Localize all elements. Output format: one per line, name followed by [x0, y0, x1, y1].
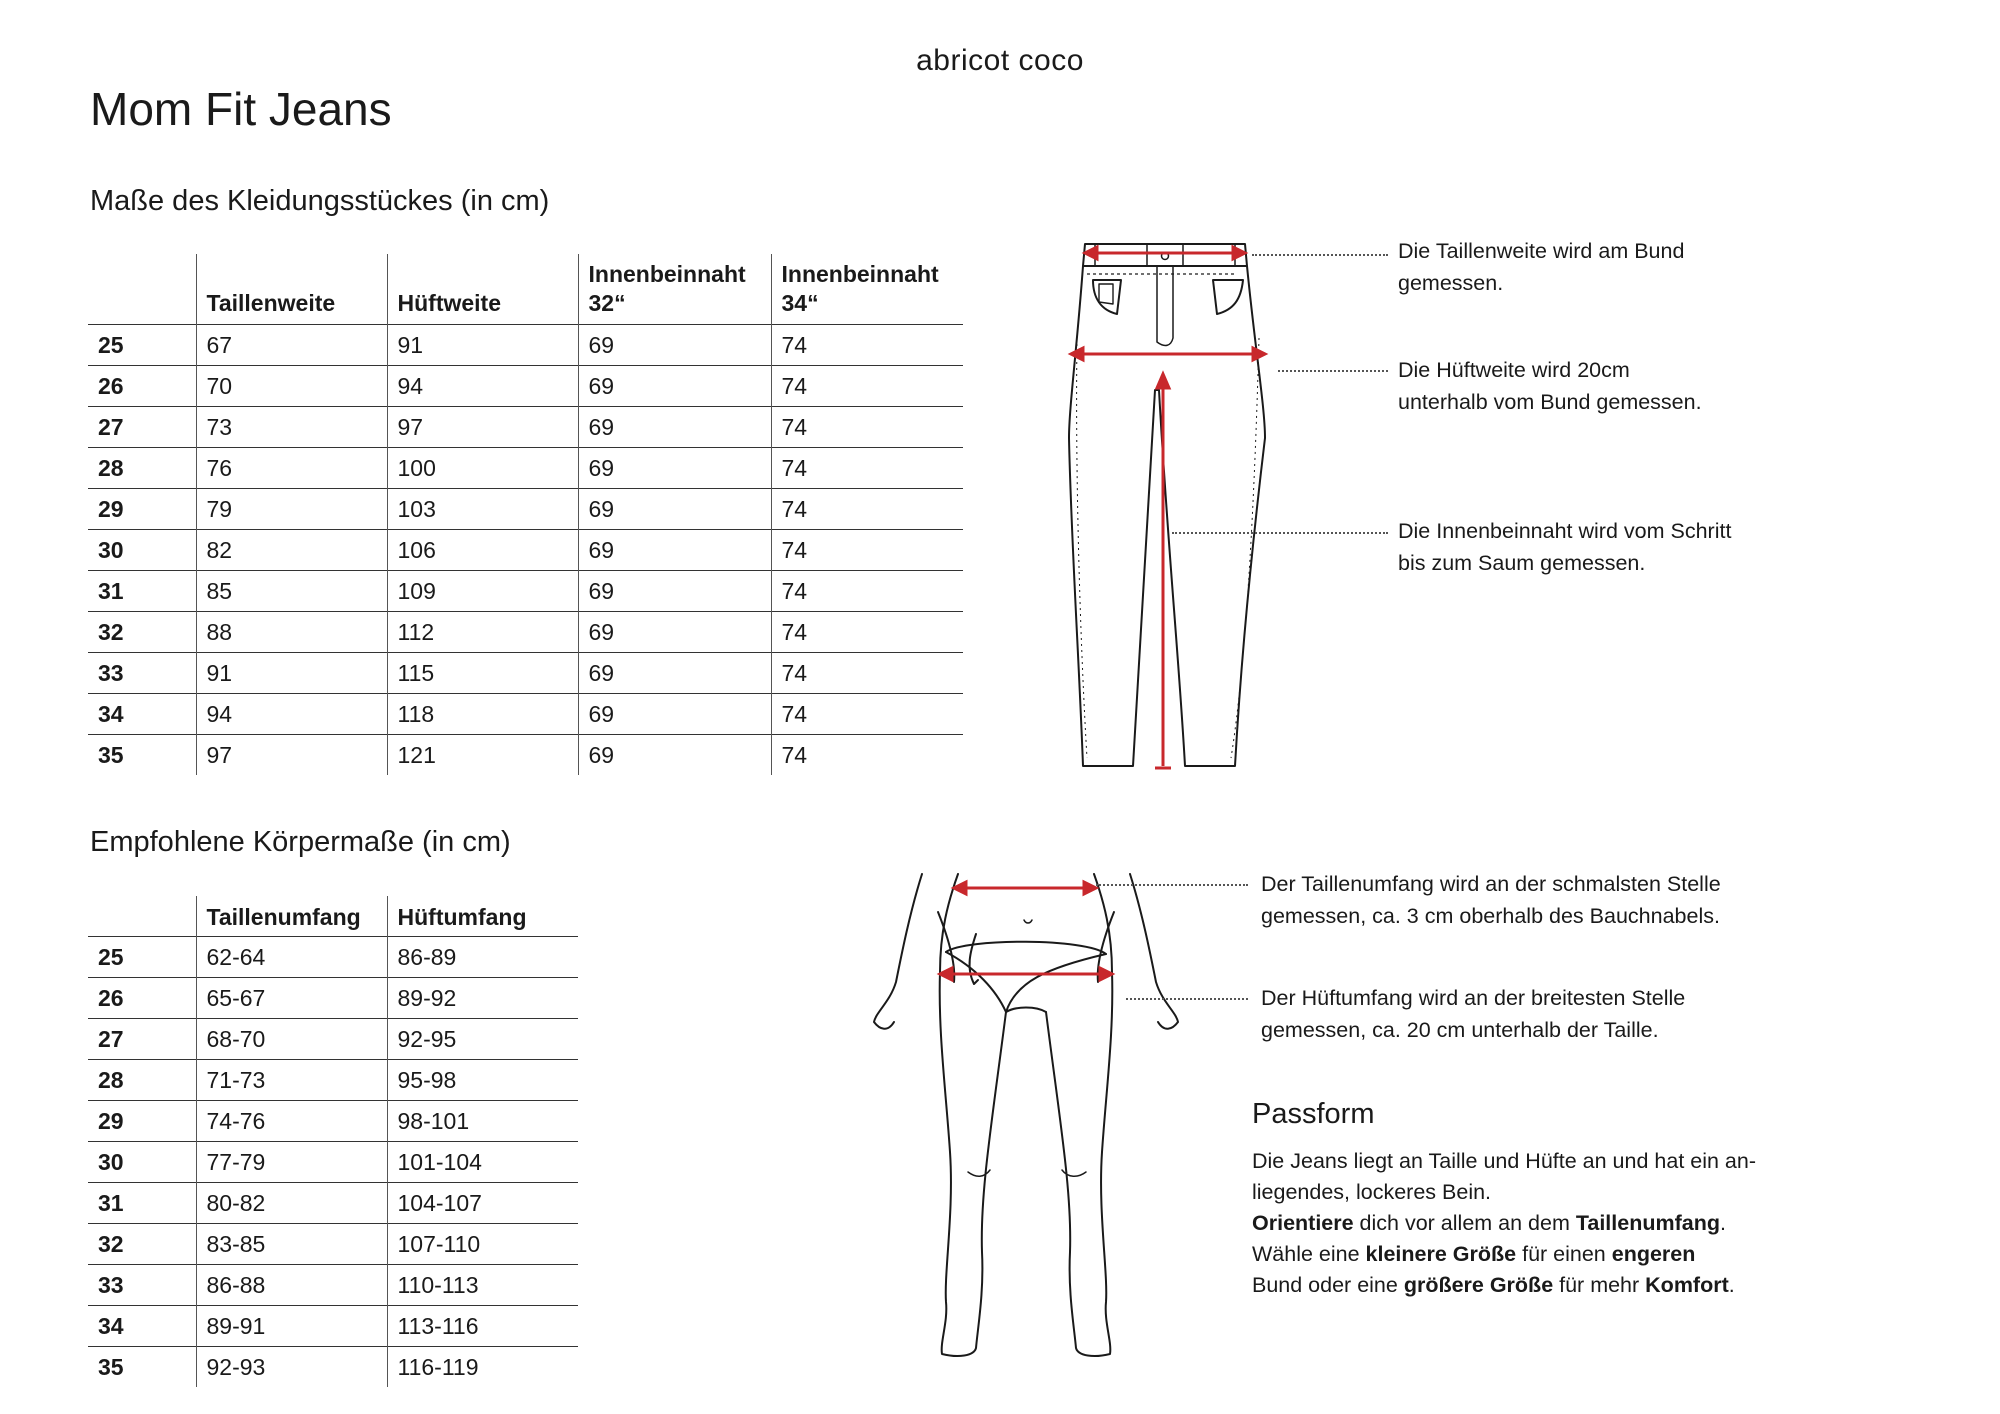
passform-heading: Passform — [1252, 1098, 1375, 1130]
value-cell: 82 — [196, 530, 387, 571]
value-cell: 106 — [387, 530, 578, 571]
table-row — [88, 530, 963, 571]
value-cell: 69 — [578, 489, 771, 530]
size-cell: 30 — [88, 1142, 196, 1183]
value-cell: 77-79 — [196, 1142, 387, 1183]
body-size-table — [88, 896, 578, 1387]
value-cell: 88 — [196, 612, 387, 653]
table-row — [88, 1101, 578, 1142]
table-row — [88, 1142, 578, 1183]
size-cell: 27 — [88, 407, 196, 448]
value-cell: 74-76 — [196, 1101, 387, 1142]
table-row — [88, 571, 963, 612]
value-cell: 115 — [387, 653, 578, 694]
table-row — [88, 448, 963, 489]
value-cell: 91 — [387, 325, 578, 366]
passform-line — [1252, 1239, 1822, 1270]
body-hip-note: Der Hüftumfang wird an der breitesten Stelle gemessen, ca. 20 cm unterhalb der Taille. — [1261, 986, 1686, 1042]
value-cell: 86-88 — [196, 1265, 387, 1306]
leader-line — [1172, 532, 1388, 534]
size-cell: 33 — [88, 653, 196, 694]
emphasis-text: kleinere Größe — [1365, 1242, 1517, 1266]
size-cell: 31 — [88, 1183, 196, 1224]
column-header-waist-circumference: Taillenumfang — [196, 896, 387, 937]
table-row — [88, 735, 963, 776]
passform-line: Die Jeans liegt an Taille und Hüfte an und hat ein an- — [1252, 1149, 1757, 1173]
leader-line — [1252, 254, 1388, 256]
size-cell: 29 — [88, 1101, 196, 1142]
table-row — [88, 937, 578, 978]
value-cell: 92-95 — [387, 1019, 578, 1060]
table-row — [88, 325, 963, 366]
size-cell: 28 — [88, 1060, 196, 1101]
size-cell: 35 — [88, 735, 196, 776]
table-row — [88, 1265, 578, 1306]
table-row — [88, 653, 963, 694]
table-row — [88, 978, 578, 1019]
text-run: Bund oder eine — [1252, 1273, 1404, 1297]
value-cell: 104-107 — [387, 1183, 578, 1224]
value-cell: 94 — [387, 366, 578, 407]
text-run: für einen — [1516, 1242, 1612, 1266]
table-row — [88, 1306, 578, 1347]
table-row — [88, 1347, 578, 1388]
body-illustration — [866, 872, 1186, 1362]
value-cell: 74 — [771, 653, 963, 694]
value-cell: 109 — [387, 571, 578, 612]
table-header-row — [88, 896, 578, 937]
size-cell: 32 — [88, 1224, 196, 1265]
value-cell: 89-92 — [387, 978, 578, 1019]
value-cell: 110-113 — [387, 1265, 578, 1306]
size-cell: 31 — [88, 571, 196, 612]
value-cell: 65-67 — [196, 978, 387, 1019]
brand-logo: abricot coco — [916, 44, 1084, 77]
emphasis-text: größere Größe — [1403, 1273, 1554, 1297]
body-waist-note: Der Taillenumfang wird an der schmalsten Stelle gemessen, ca. 3 cm oberhalb des Bauchnabels. — [1261, 872, 1721, 928]
size-cell: 25 — [88, 325, 196, 366]
column-header-hip-circumference: Hüftumfang — [387, 896, 578, 937]
size-cell: 34 — [88, 1306, 196, 1347]
garment-heading: Maße des Kleidungsstückes (in cm) — [90, 185, 550, 217]
value-cell: 69 — [578, 407, 771, 448]
value-cell: 69 — [578, 571, 771, 612]
value-cell: 74 — [771, 448, 963, 489]
jeans-illustration — [1055, 238, 1285, 778]
table-row — [88, 1060, 578, 1101]
page-title: Mom Fit Jeans — [90, 83, 392, 135]
value-cell: 113-116 — [387, 1306, 578, 1347]
garment-inseam-note: Die Innenbeinnaht wird vom Schritt bis zum Saum gemessen. — [1398, 519, 1732, 575]
garment-waist-note: Die Taillenweite wird am Bund gemessen. — [1398, 239, 1685, 295]
value-cell: 85 — [196, 571, 387, 612]
column-header-inseam-32: Innenbeinnaht 32“ — [578, 254, 771, 325]
leader-line — [1126, 998, 1248, 1000]
emphasis-text: Orientiere — [1252, 1211, 1354, 1235]
column-header-hip: Hüftweite — [387, 254, 578, 325]
value-cell: 70 — [196, 366, 387, 407]
value-cell: 74 — [771, 694, 963, 735]
text-run: dich vor allem an dem — [1353, 1211, 1576, 1235]
value-cell: 69 — [578, 735, 771, 776]
value-cell: 74 — [771, 489, 963, 530]
value-cell: 69 — [578, 612, 771, 653]
value-cell: 74 — [771, 325, 963, 366]
value-cell: 107-110 — [387, 1224, 578, 1265]
column-header-inseam-34: Innenbeinnaht 34“ — [771, 254, 963, 325]
value-cell: 92-93 — [196, 1347, 387, 1388]
value-cell: 80-82 — [196, 1183, 387, 1224]
value-cell: 69 — [578, 694, 771, 735]
value-cell: 69 — [578, 325, 771, 366]
passform-text — [1252, 1146, 1822, 1301]
value-cell: 79 — [196, 489, 387, 530]
text-run: . — [1728, 1273, 1735, 1297]
table-row — [88, 1183, 578, 1224]
size-column-header — [88, 896, 196, 937]
value-cell: 118 — [387, 694, 578, 735]
size-cell: 28 — [88, 448, 196, 489]
size-cell: 30 — [88, 530, 196, 571]
value-cell: 67 — [196, 325, 387, 366]
value-cell: 91 — [196, 653, 387, 694]
value-cell: 116-119 — [387, 1347, 578, 1388]
value-cell: 74 — [771, 530, 963, 571]
text-run: für mehr — [1553, 1273, 1646, 1297]
value-cell: 103 — [387, 489, 578, 530]
value-cell: 69 — [578, 448, 771, 489]
size-cell: 34 — [88, 694, 196, 735]
size-cell: 27 — [88, 1019, 196, 1060]
value-cell: 112 — [387, 612, 578, 653]
value-cell: 74 — [771, 366, 963, 407]
value-cell: 101-104 — [387, 1142, 578, 1183]
table-row — [88, 366, 963, 407]
passform-line — [1252, 1208, 1822, 1239]
size-cell: 35 — [88, 1347, 196, 1388]
table-row — [88, 1019, 578, 1060]
size-column-header — [88, 254, 196, 325]
value-cell: 89-91 — [196, 1306, 387, 1347]
text-run: Wähle eine — [1252, 1242, 1366, 1266]
table-row — [88, 694, 963, 735]
value-cell: 69 — [578, 530, 771, 571]
value-cell: 74 — [771, 612, 963, 653]
table-header-row — [88, 254, 963, 325]
value-cell: 97 — [387, 407, 578, 448]
value-cell: 71-73 — [196, 1060, 387, 1101]
column-header-waist: Taillenweite — [196, 254, 387, 325]
emphasis-text: Taillenumfang — [1575, 1211, 1720, 1235]
emphasis-text: engeren — [1611, 1242, 1696, 1266]
size-cell: 33 — [88, 1265, 196, 1306]
value-cell: 76 — [196, 448, 387, 489]
body-heading: Empfohlene Körpermaße (in cm) — [90, 826, 511, 858]
garment-size-table — [88, 254, 963, 775]
value-cell: 94 — [196, 694, 387, 735]
value-cell: 68-70 — [196, 1019, 387, 1060]
value-cell: 73 — [196, 407, 387, 448]
value-cell: 97 — [196, 735, 387, 776]
value-cell: 69 — [578, 366, 771, 407]
table-row — [88, 489, 963, 530]
size-cell: 32 — [88, 612, 196, 653]
value-cell: 62-64 — [196, 937, 387, 978]
value-cell: 100 — [387, 448, 578, 489]
leader-line — [1278, 370, 1388, 372]
size-cell: 26 — [88, 366, 196, 407]
size-cell: 25 — [88, 937, 196, 978]
emphasis-text: Komfort — [1645, 1273, 1729, 1297]
value-cell: 98-101 — [387, 1101, 578, 1142]
value-cell: 74 — [771, 571, 963, 612]
size-cell: 29 — [88, 489, 196, 530]
leader-line — [1096, 884, 1248, 886]
garment-hip-note: Die Hüftweite wird 20cm unterhalb vom Bund gemessen. — [1398, 358, 1702, 414]
value-cell: 83-85 — [196, 1224, 387, 1265]
value-cell: 95-98 — [387, 1060, 578, 1101]
value-cell: 69 — [578, 653, 771, 694]
passform-line: liegendes, lockeres Bein. — [1252, 1180, 1492, 1204]
value-cell: 74 — [771, 735, 963, 776]
passform-line — [1252, 1270, 1822, 1301]
table-row — [88, 612, 963, 653]
table-row — [88, 407, 963, 448]
size-cell: 26 — [88, 978, 196, 1019]
value-cell: 86-89 — [387, 937, 578, 978]
value-cell: 121 — [387, 735, 578, 776]
value-cell: 74 — [771, 407, 963, 448]
text-run: . — [1719, 1211, 1726, 1235]
table-row — [88, 1224, 578, 1265]
